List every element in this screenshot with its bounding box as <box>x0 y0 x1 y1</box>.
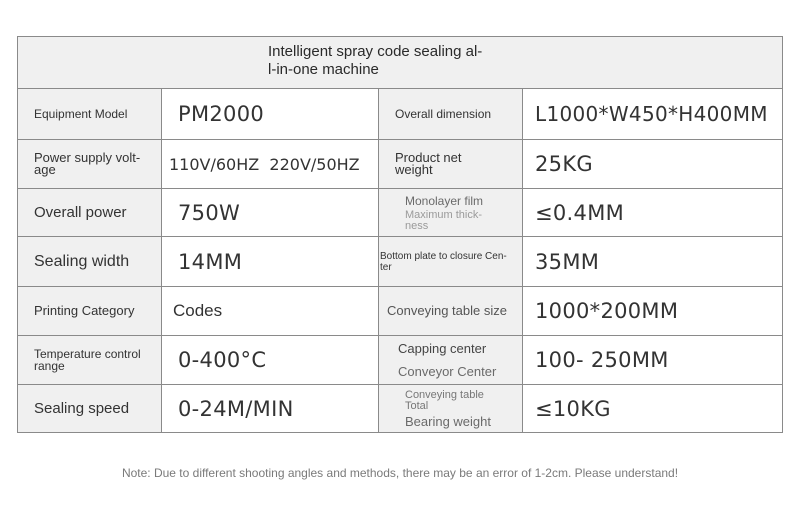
spec-value <box>523 385 782 432</box>
value-equipment-model: PM2000 <box>178 102 265 126</box>
spec-value <box>523 336 782 385</box>
spec-value <box>523 237 782 287</box>
spec-label <box>379 336 523 385</box>
value-max-thickness: ≤0.4MM <box>535 200 625 225</box>
label-overall-dimension: Overall dimension <box>395 107 492 121</box>
table-title-row <box>18 37 782 89</box>
label-temperature-control: Temperature control range <box>34 347 141 373</box>
label-sealing-width: Sealing width <box>34 252 130 270</box>
spec-value <box>162 385 379 432</box>
value-overall-dimension: L1000*W450*H400MM <box>535 102 768 126</box>
label-overall-power: Overall power <box>34 203 127 221</box>
spec-label <box>18 189 162 237</box>
label-printing-category: Printing Category <box>34 303 135 318</box>
spec-label <box>379 89 523 140</box>
value-product-net-weight: 25KG <box>535 152 593 176</box>
spec-label <box>18 287 162 336</box>
label-product-net-weight: Product net weight <box>395 150 462 177</box>
spec-value <box>523 140 782 189</box>
value-conveying-table-size: 1000*200MM <box>535 299 679 323</box>
label-conveying-table-total: Conveying table Total <box>405 388 484 412</box>
spec-value <box>523 189 782 237</box>
value-sealing-speed: 0-24M/MIN <box>178 396 294 421</box>
spec-label <box>379 287 523 336</box>
value-sealing-width: 14MM <box>178 249 243 274</box>
value-printing-category: Codes <box>173 301 223 320</box>
spec-value <box>162 287 379 336</box>
label-sealing-speed: Sealing speed <box>34 399 130 417</box>
spec-label <box>379 237 523 287</box>
spec-value <box>162 140 379 189</box>
value-bottom-plate: 35MM <box>535 249 600 274</box>
label-monolayer-film: Monolayer film <box>405 194 484 208</box>
spec-value <box>162 189 379 237</box>
spec-value <box>162 237 379 287</box>
label-power-supply: Power supply volt- age <box>34 150 141 177</box>
spec-label <box>379 140 523 189</box>
spec-label <box>18 237 162 287</box>
spec-label <box>18 385 162 432</box>
table-title: Intelligent spray code sealing al- l-in-one machine <box>268 43 483 78</box>
label-bearing-weight: Bearing weight <box>405 413 491 429</box>
value-capping-center: 100- 250MM <box>535 348 669 372</box>
spec-value <box>523 89 782 140</box>
spec-label <box>18 336 162 385</box>
spec-label <box>18 89 162 140</box>
spec-label <box>379 189 523 237</box>
footnote: Note: Due to different shooting angles and methods, there may be an error of 1-2cm. Please understand! <box>121 466 679 480</box>
value-temperature-control: 0-400°C <box>178 348 267 372</box>
label-bottom-plate: Bottom plate to closure Cen- ter <box>380 250 507 273</box>
value-bearing-weight: ≤10KG <box>535 396 611 421</box>
label-capping-center: Capping center <box>398 340 487 356</box>
label-conveying-table-size: Conveying table size <box>387 303 507 318</box>
spec-table <box>17 36 783 433</box>
spec-label <box>379 385 523 432</box>
spec-value <box>162 336 379 385</box>
label-equipment-model: Equipment Model <box>34 107 128 121</box>
value-overall-power: 750W <box>178 200 241 225</box>
spec-value <box>162 89 379 140</box>
label-maximum-thickness: Maximum thick- ness <box>405 209 483 232</box>
spec-label <box>18 140 162 189</box>
value-power-supply: 110V/60HZ 220V/50HZ <box>169 154 360 174</box>
label-conveyor-center: Conveyor Center <box>398 363 497 379</box>
spec-value <box>523 287 782 336</box>
